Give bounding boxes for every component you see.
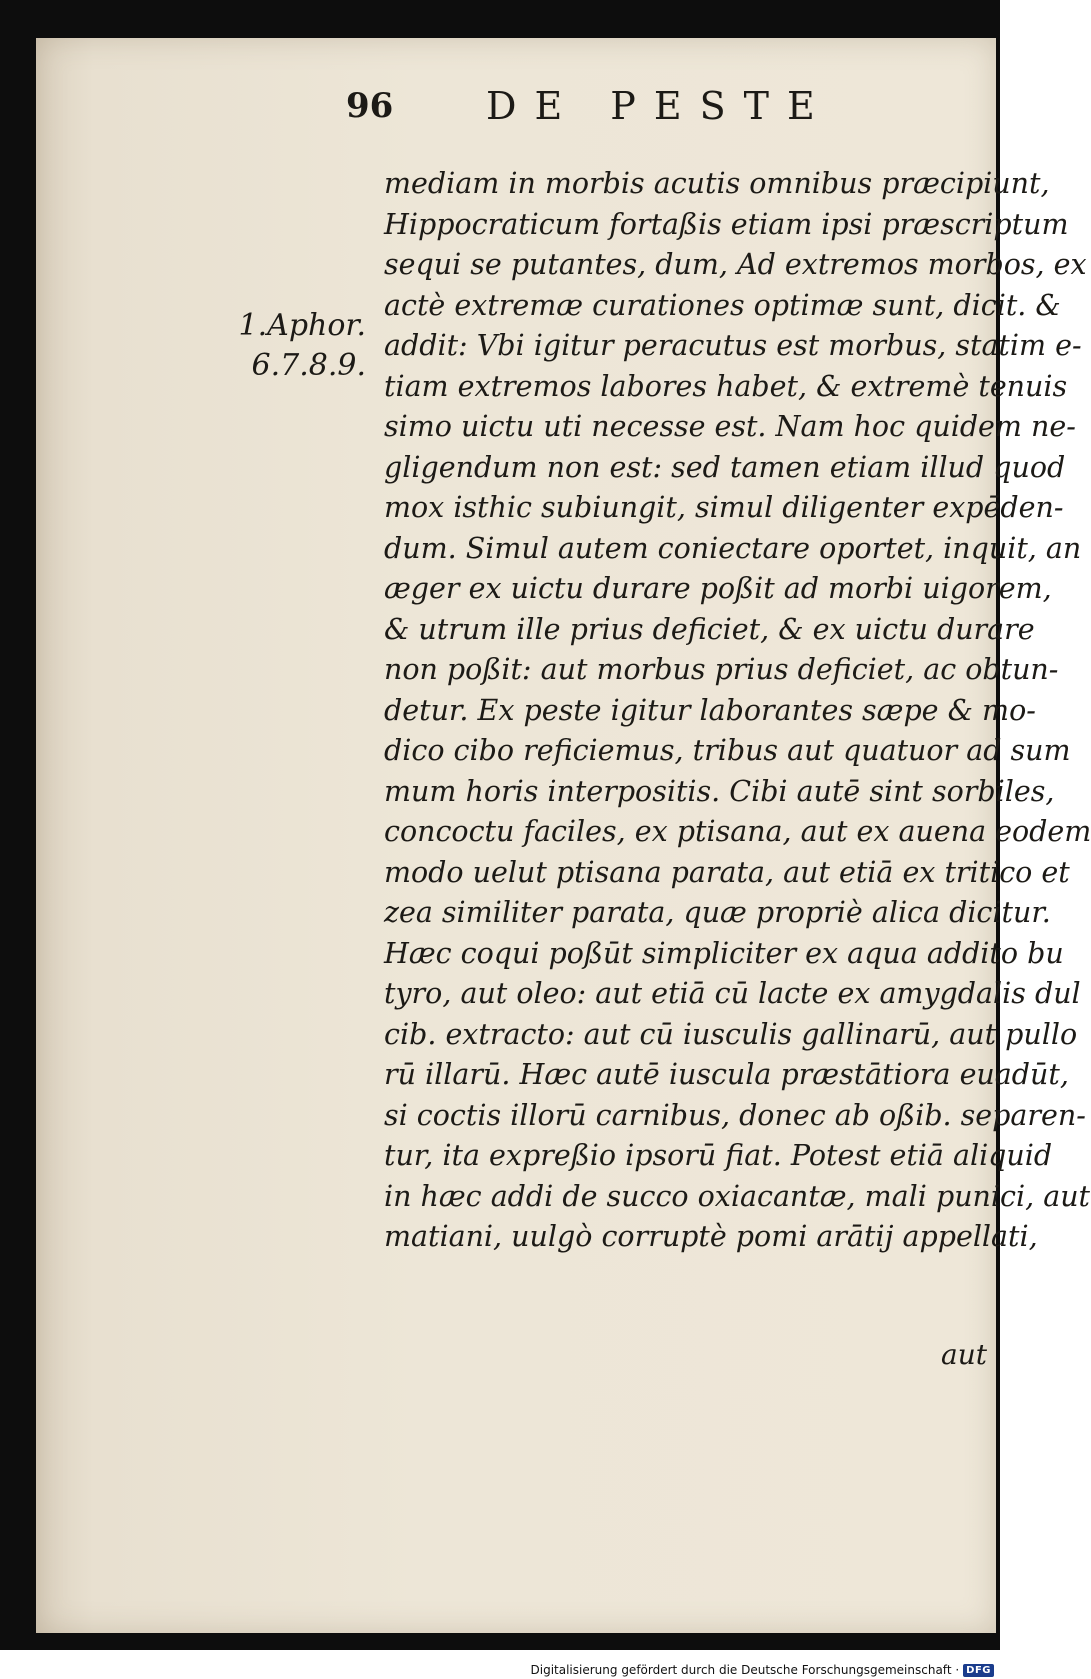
book-page xyxy=(36,38,1091,1633)
text-line: mox isthic subiungit, simul diligenter expēden- xyxy=(384,491,1064,524)
text-line: modo uelut ptisana parata, aut etiā ex tritico et xyxy=(384,855,1070,889)
credit-text: Digitalisierung gefördert durch die Deutsche Forschungsgemeinschaft · xyxy=(530,1663,960,1677)
text-line: gligendum non est: sed tamen etiam illud quod xyxy=(384,450,1066,484)
text-line: detur. Ex peste igitur laborantes sæpe & mo- xyxy=(384,693,1036,727)
text-line: tur, ita expreßio ipsorū fiat. Potest etiā aliquid xyxy=(384,1139,1053,1172)
text-line: Hæc coqui poßūt simpliciter ex aqua addito bu xyxy=(384,936,1064,970)
text-line: non poßit: aut morbus prius deficiet, ac obtun- xyxy=(384,653,1059,686)
text-line: addit: Vbi igitur peracutus est morbus, statim e- xyxy=(384,329,1082,362)
dfg-logo: DFG xyxy=(963,1664,994,1677)
text-line: dico cibo reficiemus, tribus aut quatuor ad sum xyxy=(384,734,1071,767)
text-line: tiam extremos labores habet, & extremè tenuis xyxy=(384,369,1068,403)
text-line: simo uictu uti necesse est. Nam hoc quidem ne- xyxy=(384,410,1076,443)
text-line: matiani, uulgò corruptè pomi arātij appellati, xyxy=(384,1220,1038,1253)
text-line: rū illarū. Hæc autē iuscula præstātiora euadūt, xyxy=(384,1058,1069,1091)
running-head: DE PESTE xyxy=(486,84,833,128)
text-line: cib. extracto: aut cū iusculis gallinarū, aut pullo xyxy=(384,1017,1078,1051)
text-line: si coctis illorū carnibus, donec ab oßib. separen- xyxy=(384,1098,1086,1132)
page-number: 96 xyxy=(346,86,394,126)
margin-note-aphor: 1.Aphor. xyxy=(238,308,366,343)
text-line: actè extremæ curationes optimæ sunt, dicit. & xyxy=(384,288,1061,322)
body-text xyxy=(384,164,1091,1258)
text-line: dum. Simul autem coniectare oportet, inquit, an xyxy=(384,531,1082,565)
digitization-credit xyxy=(531,1663,994,1677)
page-header xyxy=(346,86,866,142)
text-line: sequi se putantes, dum, Ad extremos morbos, ex xyxy=(384,248,1087,281)
text-line: Hippocraticum fortaßis etiam ipsi præscriptum xyxy=(384,207,1069,241)
text-line: concoctu faciles, ex ptisana, aut ex auena eodem xyxy=(384,815,1091,848)
text-line: mediam in morbis acutis omnibus præcipiunt, xyxy=(384,167,1050,200)
text-line: zea similiter parata, quæ propriè alica dicitur. xyxy=(384,896,1051,929)
text-line: æger ex uictu durare poßit ad morbi uigorem, xyxy=(384,572,1052,605)
margin-note-numbers: 6.7.8.9. xyxy=(251,348,366,383)
text-line: in hæc addi de succo oxiacantæ, mali punici, aut xyxy=(384,1179,1091,1213)
text-line: tyro, aut oleo: aut etiā cū lacte ex amygdalis dul xyxy=(384,977,1081,1010)
text-line: mum horis interpositis. Cibi autē sint sorbiles, xyxy=(384,774,1055,808)
text-line: & utrum ille prius deficiet, & ex uictu durare xyxy=(384,612,1035,646)
catchword: aut xyxy=(941,1338,987,1371)
